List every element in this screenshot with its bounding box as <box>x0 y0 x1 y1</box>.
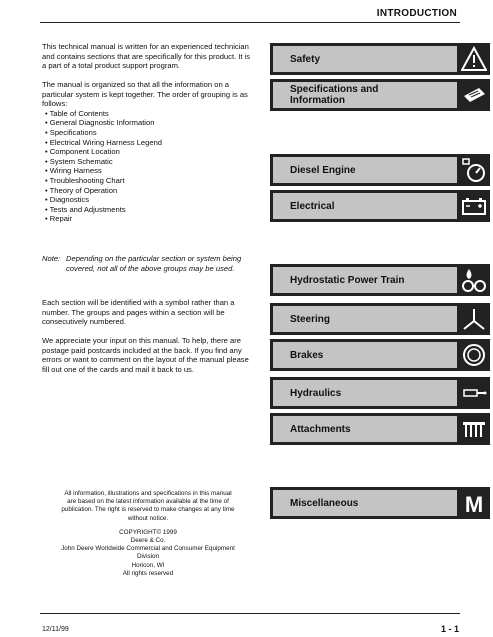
list-item: • Wiring Harness <box>45 166 102 176</box>
intro-p4: We appreciate your input on this manual. To help, there are postage paid postcards included at the back. If you find any errors or want to comment on the layout of the manual please fill out one of the cards and mail it back to us. <box>42 336 249 374</box>
warning-triangle-icon <box>460 45 488 73</box>
section-tab-brakes[interactable] <box>270 339 490 371</box>
list-item: • Repair <box>45 214 73 224</box>
footer-rule <box>40 613 460 614</box>
list-item: • Theory of Operation <box>45 185 118 195</box>
section-label: Specifications and Information <box>290 84 379 106</box>
letter-m-icon <box>460 489 488 517</box>
brake-drum-icon <box>460 341 488 369</box>
section-label: Attachments <box>290 424 351 435</box>
copyright-text: COPYRIGHT© 1999 <box>119 528 177 536</box>
header-rule <box>40 22 460 23</box>
list-item: • Specifications <box>45 127 97 137</box>
hydraulic-cylinder-icon <box>460 379 488 407</box>
section-label: Miscellaneous <box>290 498 359 509</box>
list-item: • Electrical Wiring Harness Legend <box>45 137 163 147</box>
svg-text:M: M <box>464 492 484 516</box>
list-item: • Troubleshooting Chart <box>45 175 125 185</box>
list-item: • Tests and Adjustments <box>45 204 126 214</box>
section-label: Steering <box>290 314 331 325</box>
section-tab-specifications[interactable] <box>270 79 490 111</box>
section-label: Hydraulics <box>290 388 342 399</box>
steering-icon <box>460 305 488 333</box>
attachment-comb-icon <box>460 415 488 443</box>
hydrostatic-drive-icon <box>460 266 488 294</box>
grouping-list <box>42 109 254 224</box>
section-tab-hydraulics[interactable] <box>270 377 490 409</box>
section-label: Hydrostatic Power Train <box>290 275 405 286</box>
intro-p2: The manual is organized so that all the information on a particular system is kept together. The order of grouping is as follows: <box>42 80 248 109</box>
section-label: Diesel Engine <box>290 165 356 176</box>
note-block <box>42 254 254 273</box>
page-date: 12/11/99 <box>42 626 69 633</box>
list-item: • Component Location <box>45 147 120 157</box>
section-tab-electrical[interactable] <box>270 190 490 222</box>
page-number: 1 - 1 <box>440 624 459 634</box>
intro-p1: This technical manual is written for an experienced technician and contains sections that are specifically for this product. It is a part of a total product support program. <box>42 42 251 71</box>
section-label: Electrical <box>290 201 335 212</box>
battery-icon <box>460 192 488 220</box>
intro-p3: Each section will be identified with a symbol rather than a number. The groups and pages within a section will be consecutively numbered. <box>42 298 235 327</box>
note-label: Note: <box>42 254 61 263</box>
section-tab-steering[interactable] <box>270 303 490 335</box>
division-name: John Deere Worldwide Commercial and Consumer Equipment Division <box>61 545 235 561</box>
engine-gauge-icon <box>460 156 488 184</box>
list-item: • General Diagnostic Information <box>45 118 155 128</box>
disclaimer-text: All information, illustrations and specifications in this manual are based on the latest information available at the time of publication. The right is reserved to make changes at any time without notice. <box>61 490 235 522</box>
section-tab-attachments[interactable] <box>270 413 490 445</box>
list-item: • Diagnostics <box>45 195 90 205</box>
intro-paragraph-4 <box>42 336 254 374</box>
intro-paragraph-1 <box>42 42 254 71</box>
list-item: • Table of Contents <box>45 108 109 118</box>
section-label: Brakes <box>290 350 324 361</box>
company-name: Deere & Co. <box>130 537 166 545</box>
list-item: • System Schematic <box>45 156 113 166</box>
section-tab-diesel-engine[interactable] <box>270 154 490 186</box>
section-label: Safety <box>290 54 321 65</box>
section-tab-safety[interactable] <box>270 43 490 75</box>
company-location: Horicon, WI <box>131 561 165 569</box>
intro-paragraph-2 <box>42 80 254 224</box>
manual-book-icon <box>460 81 488 109</box>
intro-paragraph-3 <box>42 298 254 327</box>
page-header-title: INTRODUCTION <box>376 8 457 19</box>
rights-text: All rights reserved <box>122 569 174 577</box>
publication-info <box>60 490 236 578</box>
note-text: Depending on the particular section or system being covered, not all of the above groups may be used. <box>66 254 242 273</box>
section-tab-miscellaneous[interactable] <box>270 487 490 519</box>
section-tab-hydrostatic-power-train[interactable] <box>270 264 490 296</box>
